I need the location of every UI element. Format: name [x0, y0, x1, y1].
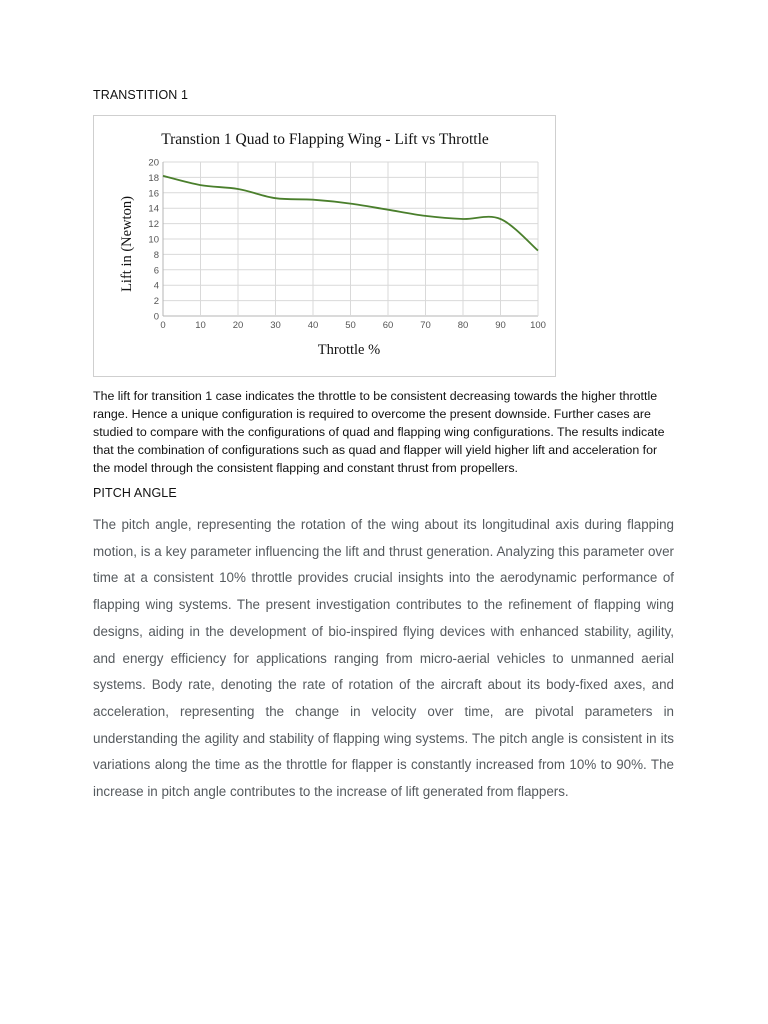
x-tick-label: 90: [495, 320, 506, 331]
y-tick-label: 0: [153, 311, 159, 323]
x-tick-label: 50: [345, 320, 356, 331]
y-tick-label: 18: [148, 172, 159, 184]
y-tick-label: 16: [148, 188, 159, 200]
y-tick-label: 6: [153, 265, 159, 277]
section-heading-pitch-angle: PITCH ANGLE: [93, 486, 177, 500]
y-tick-label: 12: [148, 219, 159, 231]
lift-vs-throttle-chart: [93, 115, 556, 377]
section-heading-transition: TRANSTITION 1: [93, 88, 189, 102]
y-tick-label: 2: [153, 296, 159, 308]
x-tick-label: 70: [420, 320, 431, 331]
y-tick-label: 4: [153, 280, 159, 292]
x-tick-label: 10: [195, 320, 206, 331]
lift-summary-paragraph: The lift for transition 1 case indicates the throttle to be consistent decreasing towards the higher throttle range. Hence a unique configuration is required to overcome the present downside. Further cases are studied to compare with the configurations of quad and flapping wing configurations. The results indicate that the combination of configurations such as quad and flapper will yield higher lift and acceleration for the model through the consistent flapping and constant thrust from propellers.: [93, 389, 665, 475]
chart-tick-labels: [148, 158, 546, 332]
x-tick-label: 20: [232, 320, 244, 331]
y-tick-label: 8: [153, 249, 159, 261]
x-tick-label: 60: [382, 320, 394, 331]
y-tick-label: 20: [148, 157, 159, 169]
y-axis-label: Lift in (Newton): [119, 196, 135, 292]
x-tick-label: 40: [307, 320, 319, 331]
chart-grid: [163, 162, 538, 316]
x-tick-label: 80: [457, 320, 469, 331]
x-tick-label: 100: [530, 320, 546, 331]
y-tick-label: 10: [148, 234, 159, 246]
x-axis-label: Throttle %: [317, 342, 381, 358]
x-tick-label: 30: [270, 320, 281, 331]
y-tick-label: 14: [148, 203, 159, 215]
pitch-angle-paragraph: The pitch angle, representing the rotation of the wing about its longitudinal axis during flapping motion, is a key parameter influencing the lift and thrust generation. Analyzing this parameter over time at a consistent 10% throttle provides crucial insights into the aerodynamic performance of flapping wing systems. The present investigation contributes to the refinement of flapping wing designs, aiding in the development of bio-inspired flying devices with enhanced stability, agility, and energy efficiency for applications ranging from micro-aerial vehicles to unmanned aerial systems. Body rate, denoting the rate of rotation of the aircraft about its body-fixed axes, and acceleration, representing the change in velocity over time, are pivotal parameters in understanding the agility and stability of flapping wing systems. The pitch angle is consistent in its variations along the time as the throttle for flapper is constantly increased from 10% to 90%. The increase in pitch angle contributes to the increase of lift generated from flappers.: [93, 517, 674, 800]
x-tick-label: 0: [160, 320, 166, 331]
chart-title: Transtion 1 Quad to Flapping Wing - Lift vs Throttle: [161, 131, 489, 148]
chart-svg: [94, 116, 557, 378]
